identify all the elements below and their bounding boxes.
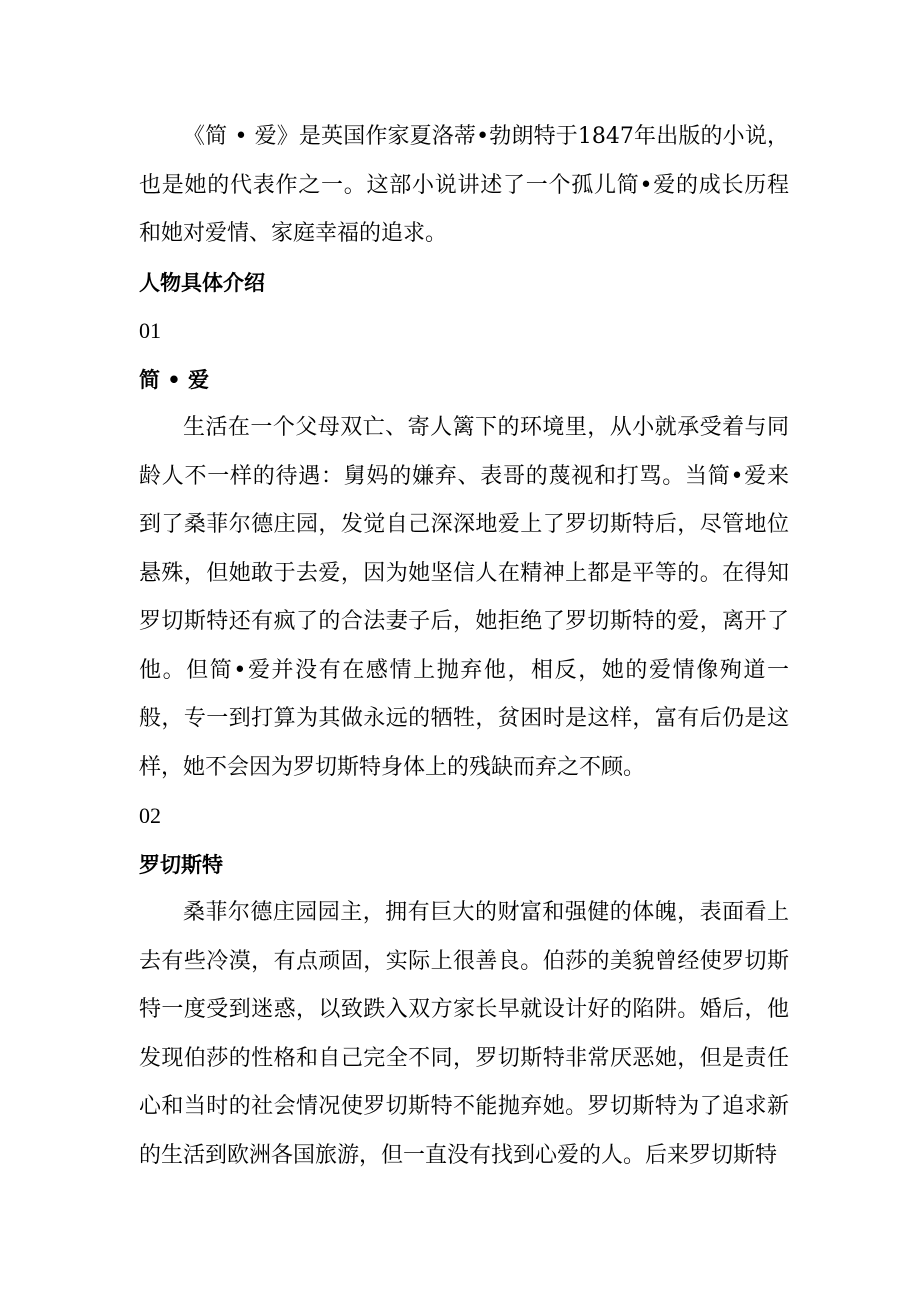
intro-paragraph: 《简 • 爱》是英国作家夏洛蒂•勃朗特于1847年出版的小说，也是她的代表作之一。这部小说讲述了一个孤儿简•爱的成长历程和她对爱情、家庭幸福的追求。	[139, 124, 789, 246]
section-title: 人物具体介绍	[139, 270, 265, 295]
document-body	[139, 113, 789, 1180]
character-description: 桑菲尔德庄园园主，拥有巨大的财富和强健的体魄，表面看上去有些冷漠，有点顽固，实际上很善良。伯莎的美貌曾经使罗切斯特一度受到迷惑，以致跌入双方家长早就设计好的陷阱。婚后，他发现伯莎的性格和自己完全不同，罗切斯特非常厌恶她，但是责任心和当时的社会情况使罗切斯特不能抛弃她。罗切斯特为了追求新的生活到欧洲各国旅游，但一直没有找到心爱的人。后来罗切斯特	[139, 900, 789, 1168]
character-number: 02	[139, 803, 161, 828]
character-number: 01	[139, 318, 161, 343]
character-description: 生活在一个父母双亡、寄人篱下的环境里，从小就承受着与同龄人不一样的待遇：舅妈的嫌弃、表哥的蔑视和打骂。当简•爱来到了桑菲尔德庄园，发觉自己深深地爱上了罗切斯特后，尽管地位悬殊，但她敢于去爱，因为她坚信人在精神上都是平等的。在得知罗切斯特还有疯了的合法妻子后，她拒绝了罗切斯特的爱，离开了他。但简•爱并没有在感情上抛弃他，相反，她的爱情像殉道一般，专一到打算为其做永远的牺牲，贫困时是这样，富有后仍是这样，她不会因为罗切斯特身体上的残缺而弃之不顾。	[139, 415, 789, 780]
character-name: 罗切斯特	[139, 852, 223, 877]
character-name: 简 • 爱	[139, 367, 210, 392]
